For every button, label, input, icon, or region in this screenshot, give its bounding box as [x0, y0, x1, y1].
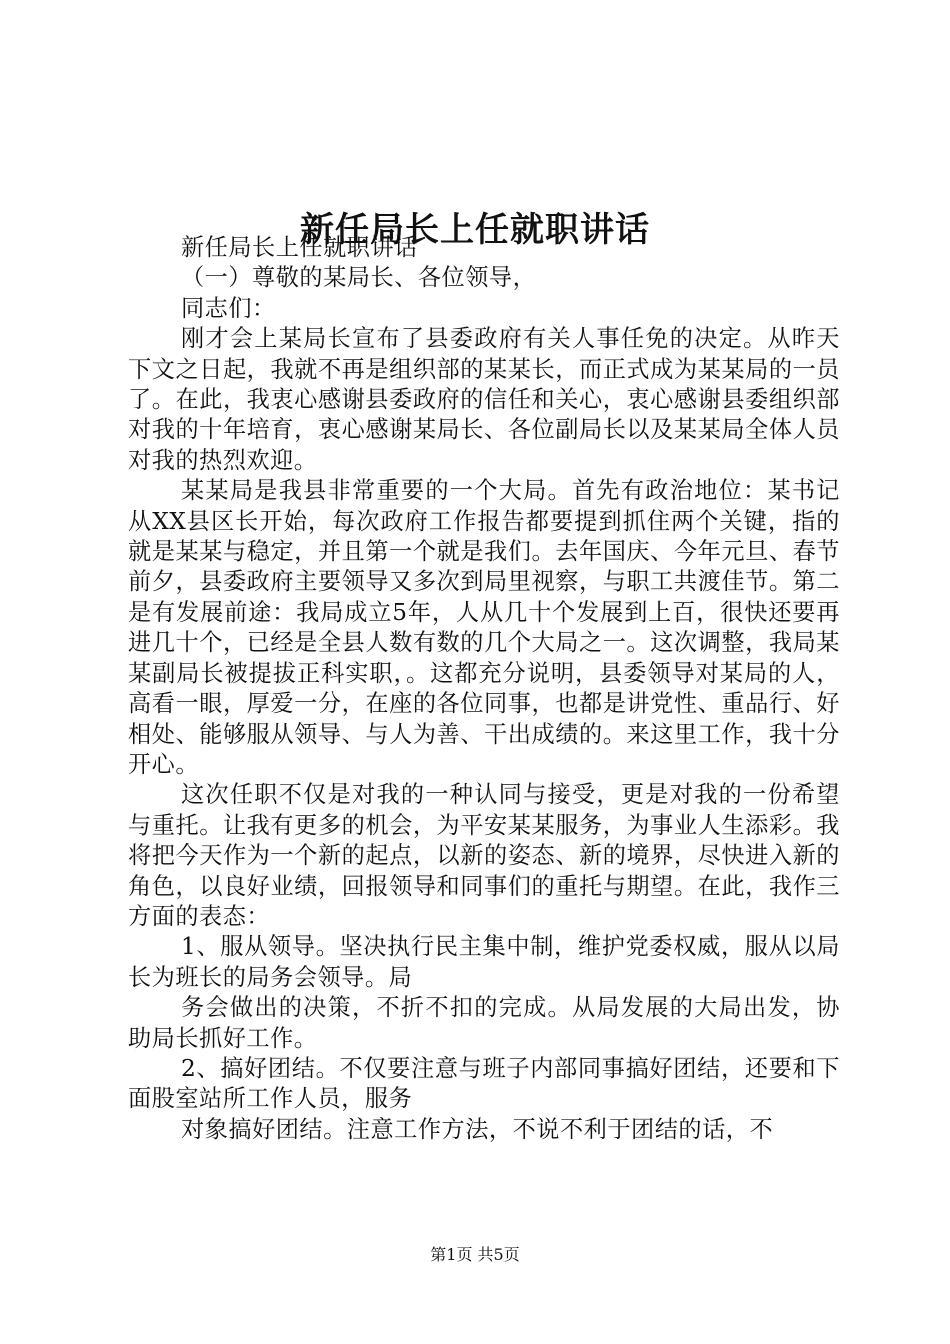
- paragraph-thanks: 刚才会上某局长宣布了县委政府有关人事任免的决定。从昨天下文之日起，我就不再是组织部的某某长，而正式成为某某局的一员了。在此，我衷心感谢县委政府的信任和关心，衷心感谢县委组织部对我的十年培育，衷心感谢某局长、各位副局长以及某某局全体人员对我的热烈欢迎。: [128, 325, 840, 474]
- page-number-footer: 第1页 共5页: [430, 1245, 520, 1264]
- paragraph-bureau-importance: 某某局是我县非常重要的一个大局。首先有政治地位：某书记从XX县区长开始，每次政府工作报告都要提到抓住两个关键，指的就是某某与稳定，并且第一个就是我们。去年国庆、今年元旦、春节前夕，县委政府主要领导又多次到局里视察，与职工共渡佳节。第二是有发展前途：我局成立5年，人从几十个发展到上百，很快还要再进几十个，已经是全县人数有数的几个大局之一。这次调整，我局某某副局长被提拔正科实职，。这都充分说明，县委领导对某局的人，高看一眼，厚爱一分，在座的各位同事，也都是讲党性、重品行、好相处、能够服从领导、与人为善、干出成绩的。来这里工作，我十分开心。: [128, 477, 840, 778]
- paragraph-salutation: （一）尊敬的某局长、各位领导，: [181, 264, 537, 292]
- paragraph-point-2: 2、搞好团结。不仅要注意与班子内部同事搞好团结，还要和下面股室站所工作人员，服务: [128, 1054, 840, 1113]
- paragraph-point-1-cont: 务会做出的决策，不折不扣的完成。从局发展的大局出发，协助局长抓好工作。: [128, 994, 840, 1052]
- document-body: [128, 233, 840, 1145]
- document-title: 新任局长上任就职讲话: [300, 209, 650, 250]
- paragraph-greeting: 同志们：: [181, 294, 276, 322]
- paragraph-point-2-cont: 对象搞好团结。注意工作方法，不说不利于团结的话，不: [181, 1115, 774, 1143]
- paragraph-subtitle: 新任局长上任就职讲话: [181, 234, 418, 261]
- paragraph-point-1: 1、服从领导。坚决执行民主集中制，维护党委权威，服从以局长为班长的局务会领导。局: [128, 933, 840, 991]
- paragraph-commitment: 这次任职不仅是对我的一种认同与接受，更是对我的一份希望与重托。让我有更多的机会，为平安某某服务，为事业人生添彩。我将把今天作为一个新的起点，以新的姿态、新的境界，尽快进入新的角色，以良好业绩，回报领导和同事们的重托与期望。在此，我作三方面的表态：: [128, 781, 840, 930]
